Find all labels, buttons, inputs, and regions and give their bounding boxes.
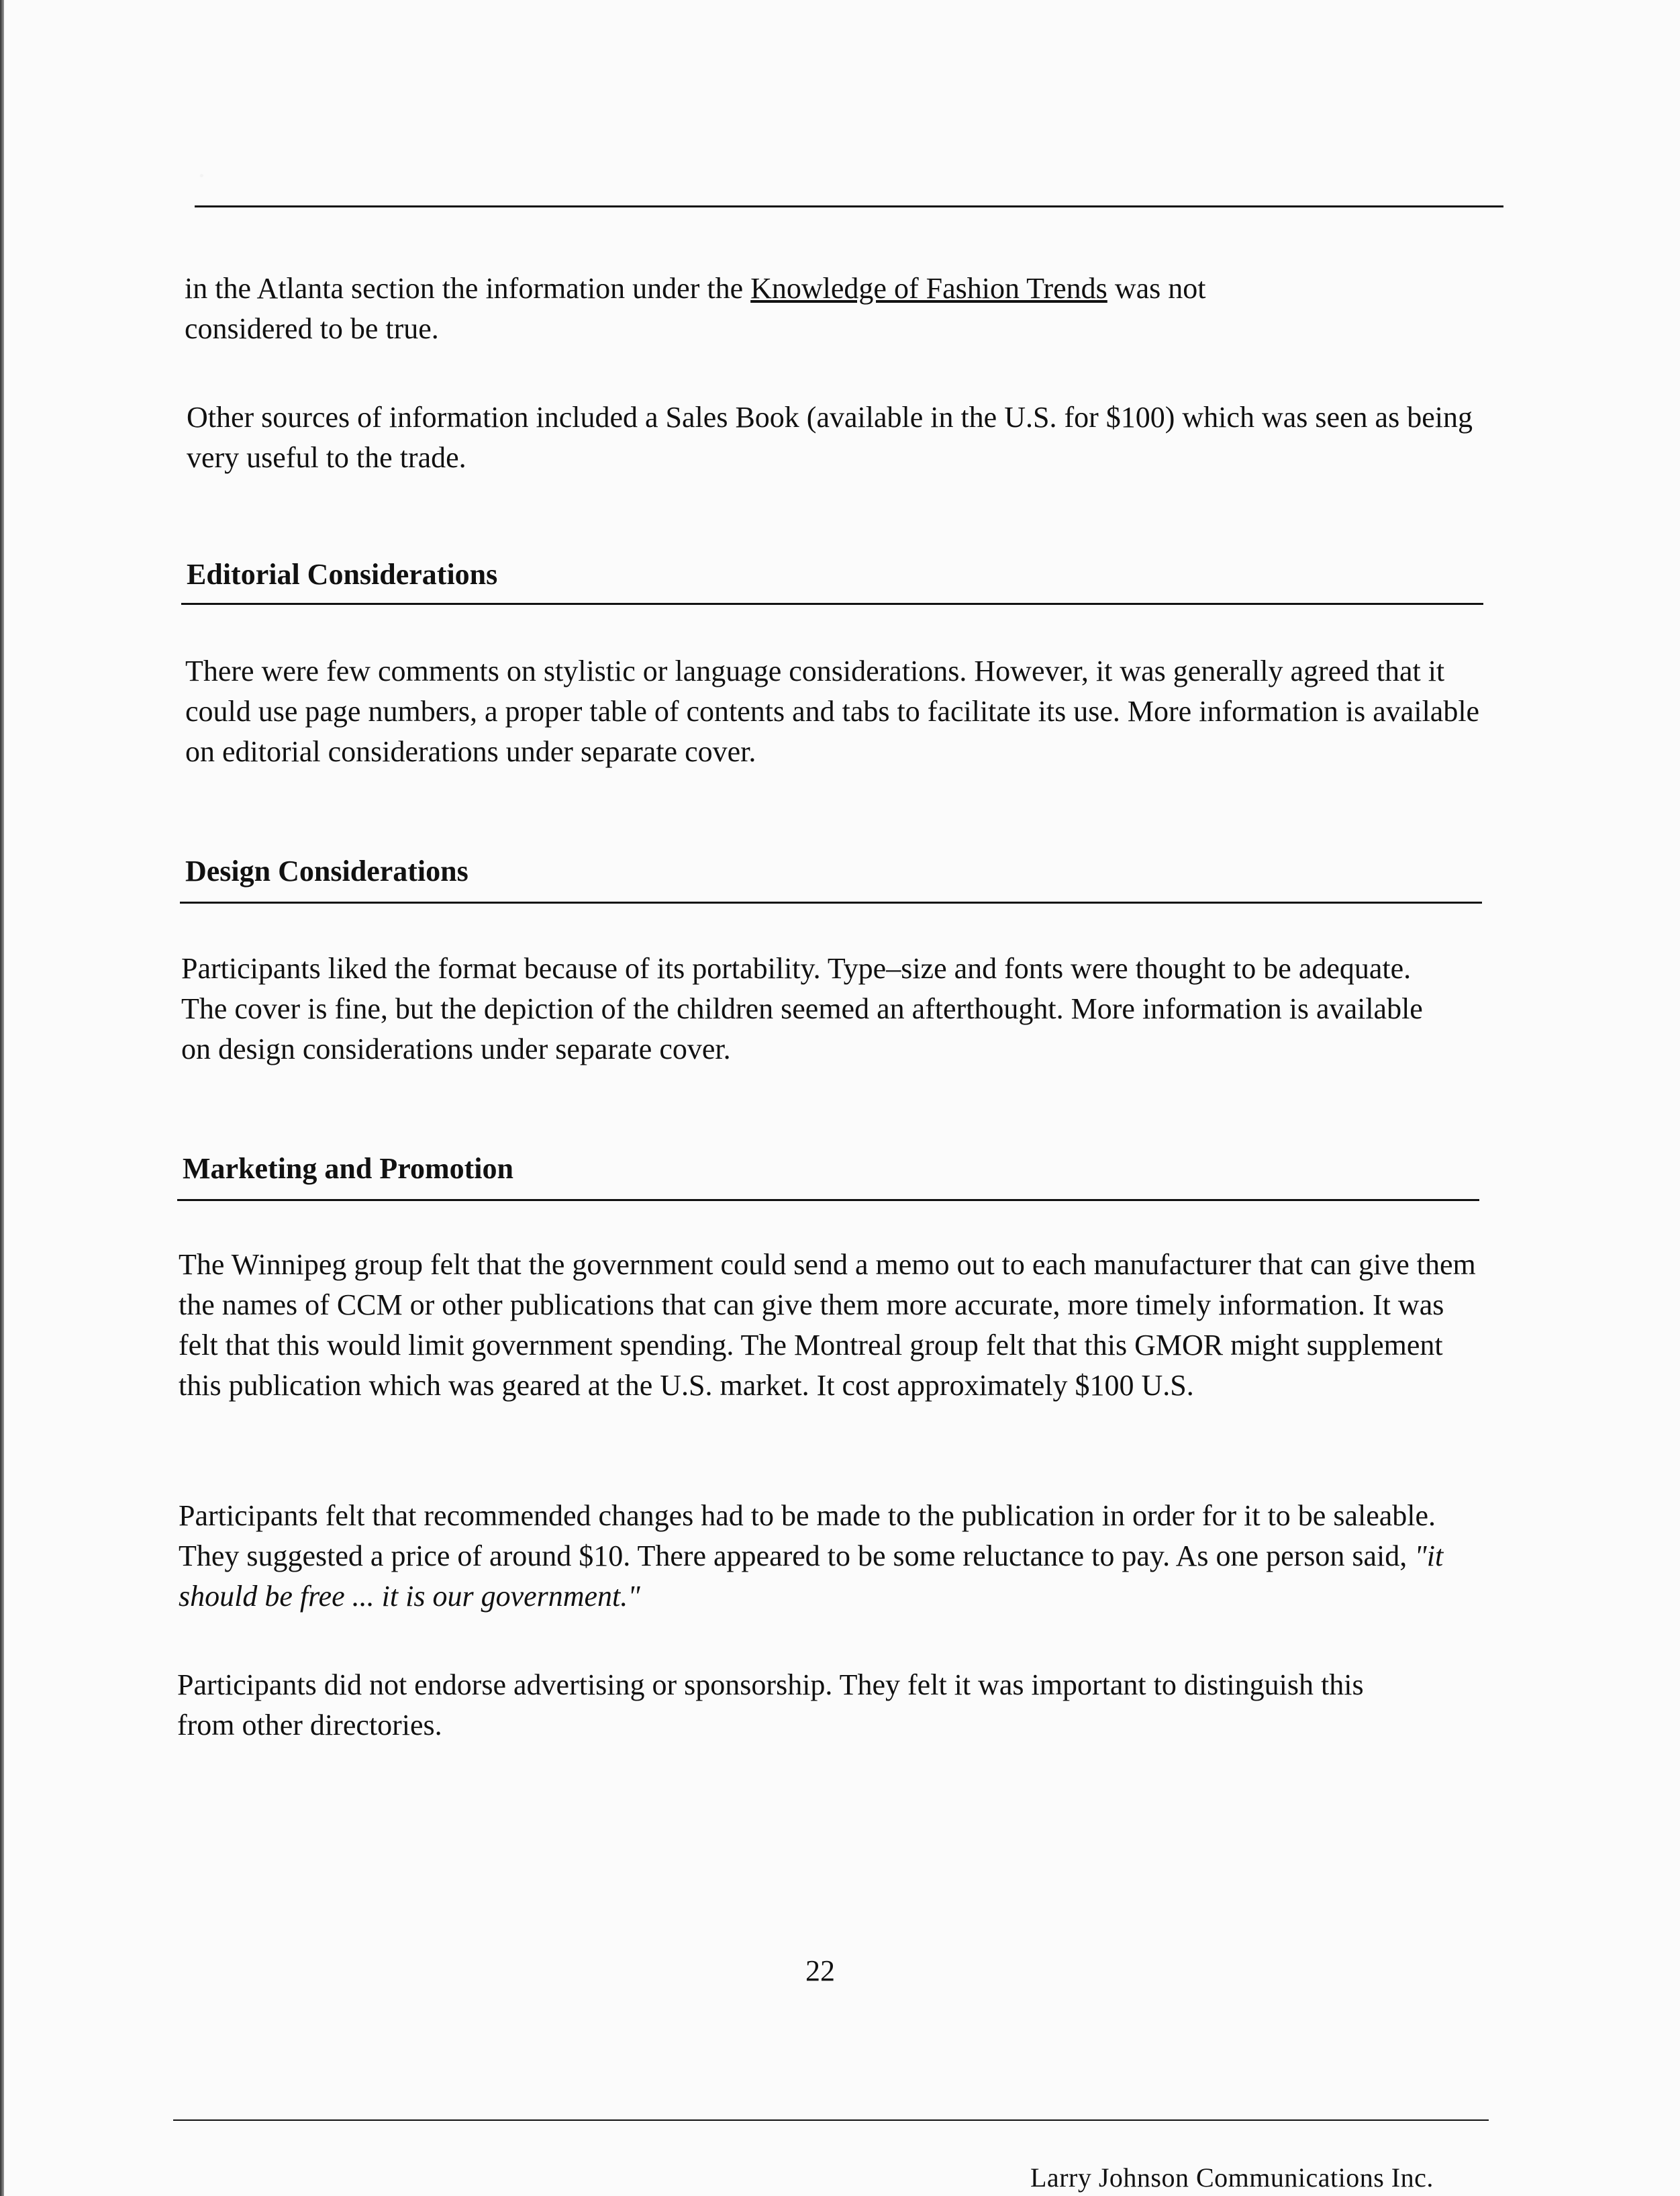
page-number: 22 bbox=[805, 1954, 835, 1987]
marketing-heading: Marketing and Promotion bbox=[183, 1152, 513, 1185]
design-heading-rule bbox=[180, 902, 1482, 904]
footer-rule bbox=[173, 2119, 1489, 2121]
intro-text-3: considered to be true. bbox=[185, 312, 439, 345]
top-rule bbox=[195, 205, 1503, 207]
marketing-heading-rule bbox=[177, 1199, 1479, 1201]
design-heading: Design Considerations bbox=[185, 855, 468, 888]
price-paragraph bbox=[179, 1496, 1481, 1617]
knowledge-of-fashion-trends-reference: Knowledge of Fashion Trends bbox=[750, 272, 1107, 305]
intro-paragraph bbox=[185, 269, 1460, 349]
sources-paragraph: Other sources of information included a Sales Book (available in the U.S. for $100) which was seen as being very useful to the trade. bbox=[187, 401, 1473, 474]
page-edge bbox=[0, 0, 4, 2196]
design-paragraph: Participants liked the format because of its portability. Type–size and fonts were thought to be adequate. The cover is fine, but the depiction of the children seemed an afterthought. More information is available on design considerations under separate cover. bbox=[181, 952, 1423, 1065]
price-text: Participants felt that recommended changes had to be made to the publication in order for it to be saleable. They suggested a price of around $10. There appeared to be some reluctance to pay. As one person said, bbox=[179, 1499, 1436, 1572]
price-quote: "it should be free ... it is our government." bbox=[179, 1539, 1444, 1613]
editorial-paragraph: There were few comments on stylistic or language considerations. However, it was generally agreed that it could use page numbers, a proper table of contents and tabs to facilitate its use. More information is available on editorial considerations under separate cover. bbox=[185, 655, 1480, 768]
editorial-heading-rule bbox=[181, 603, 1483, 605]
intro-text-2: was not bbox=[1107, 272, 1206, 305]
marketing-paragraph: The Winnipeg group felt that the government could send a memo out to each manufacturer that can give them the names of CCM or other publications that can give them more accurate, more timely information. It was felt that this would limit government spending. The Montreal group felt that this GMOR might supplement this publication which was geared at the U.S. market. It cost approximately $100 U.S. bbox=[179, 1248, 1476, 1402]
footer-company: Larry Johnson Communications Inc. bbox=[1030, 2162, 1434, 2193]
advertising-paragraph: Participants did not endorse advertising or sponsorship. They felt it was important to distinguish this from other directories. bbox=[177, 1668, 1364, 1741]
intro-text-1: in the Atlanta section the information under the bbox=[185, 272, 751, 305]
editorial-heading: Editorial Considerations bbox=[187, 558, 498, 591]
